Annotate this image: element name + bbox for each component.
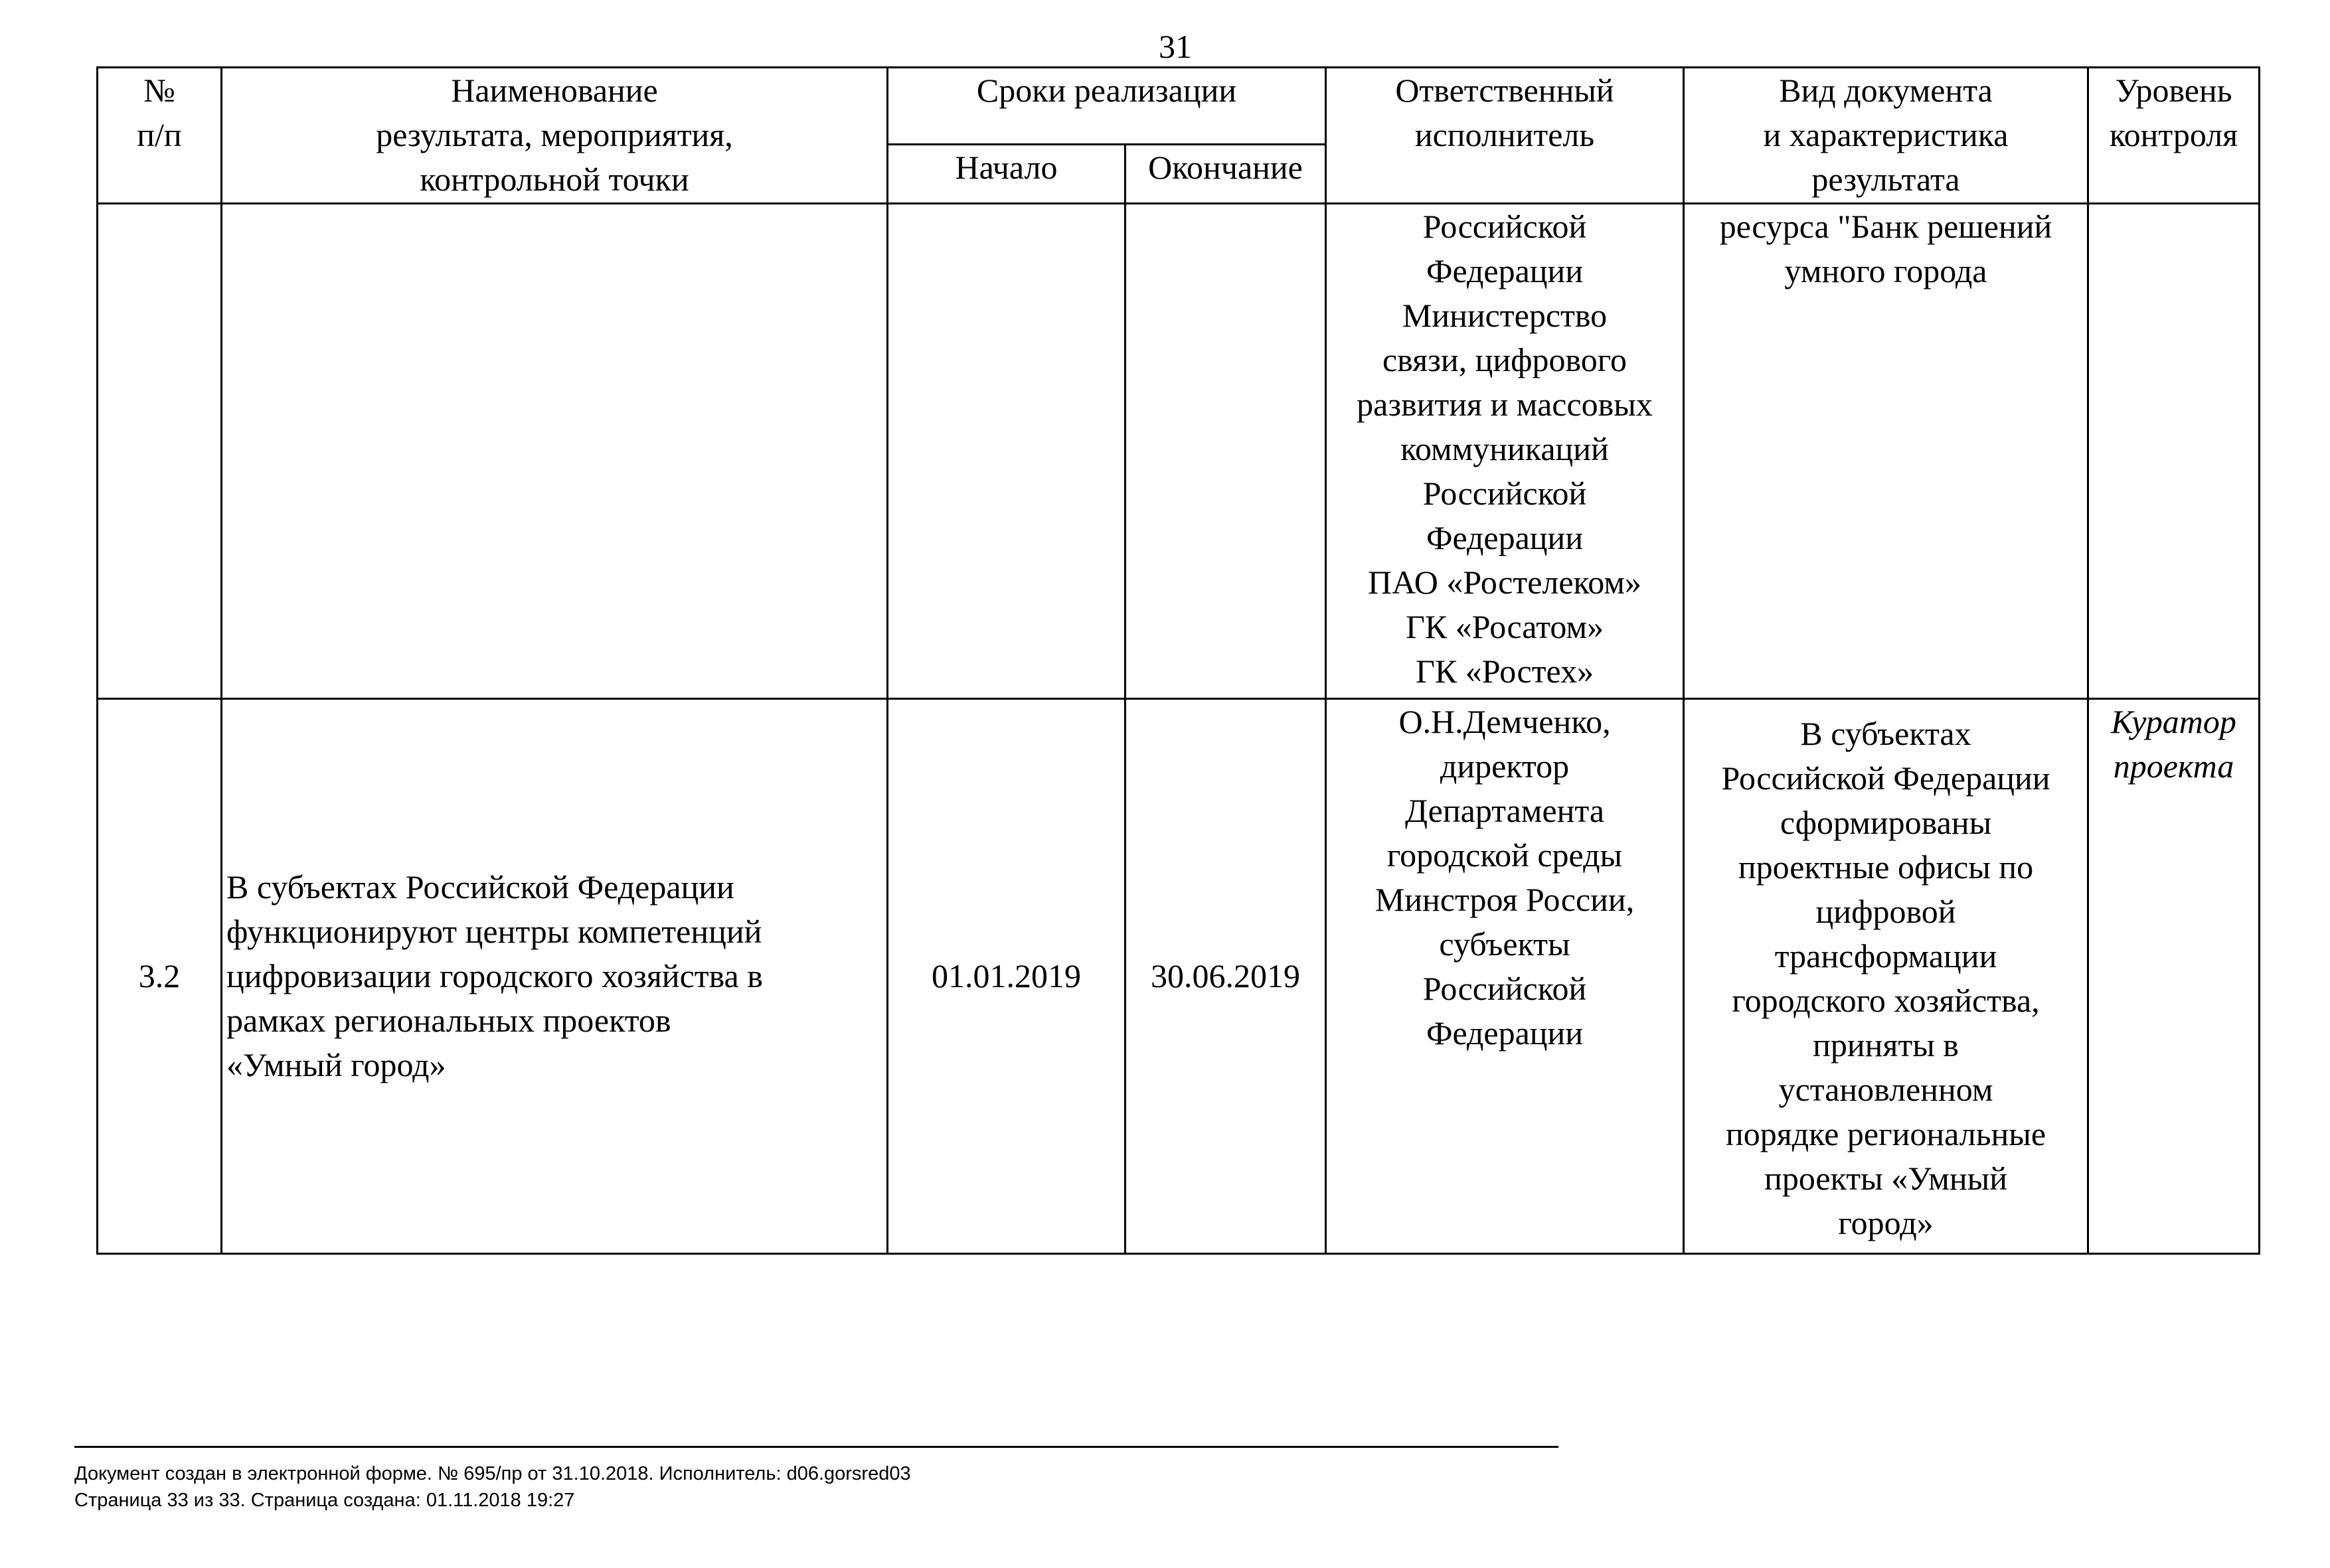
footer-line-2: Страница 33 из 33. Страница создана: 01.11.2018 19:27 — [74, 1490, 575, 1511]
row-responsible: О.Н.Демченко, директор Департамента городской среды Минстроя России, субъекты Российской Федерации — [1326, 699, 1684, 1254]
footer-line-1: Документ создан в электронной форме. № 695/пр от 31.10.2018. Исполнитель: d06.gorsred03 — [74, 1463, 911, 1484]
row-doc-type: В субъектах Российской Федерации сформированы проектные офисы по цифровой трансформации городского хозяйства, приняты в установленном порядке региональные проекты «Умный город» — [1684, 699, 2088, 1254]
table-row — [98, 204, 2260, 699]
header-doc-type: Вид документа и характеристика результата — [1684, 68, 2088, 204]
row-end: 30.06.2019 — [1125, 699, 1326, 1254]
row-responsible: Российской Федерации Министерство связи, цифрового развития и массовых коммуникаций Российской Федерации ПАО «Ростелеком» ГК «Росатом» ГК «Ростех» — [1326, 204, 1684, 699]
header-end: Окончание — [1125, 145, 1326, 204]
header-responsible: Ответственный исполнитель — [1326, 68, 1684, 204]
row-num: 3.2 — [98, 699, 222, 1254]
header-num: № п/п — [98, 68, 222, 204]
header-control: Уровень контроля — [2088, 68, 2260, 204]
header-name: Наименование результата, мероприятия, контрольной точки — [222, 68, 888, 204]
row-num — [98, 204, 222, 699]
row-name — [222, 204, 888, 699]
row-control — [2088, 204, 2260, 699]
table-row — [98, 699, 2260, 1254]
row-control: Куратор проекта — [2088, 699, 2260, 1254]
row-start: 01.01.2019 — [888, 699, 1125, 1254]
footer-divider — [74, 1446, 1558, 1448]
footer — [74, 1460, 911, 1514]
header-start: Начало — [888, 145, 1125, 204]
row-start — [888, 204, 1125, 699]
row-end — [1125, 204, 1326, 699]
project-plan-table — [96, 66, 2260, 1255]
row-doc-type: ресурса "Банк решений умного города — [1684, 204, 2088, 699]
header-terms: Сроки реализации — [888, 68, 1326, 145]
row-name: В субъектах Российской Федерации функционируют центры компетенций цифровизации городского хозяйства в рамках региональных проектов «Умный город» — [222, 699, 888, 1254]
page-number: 31 — [1159, 28, 1192, 65]
